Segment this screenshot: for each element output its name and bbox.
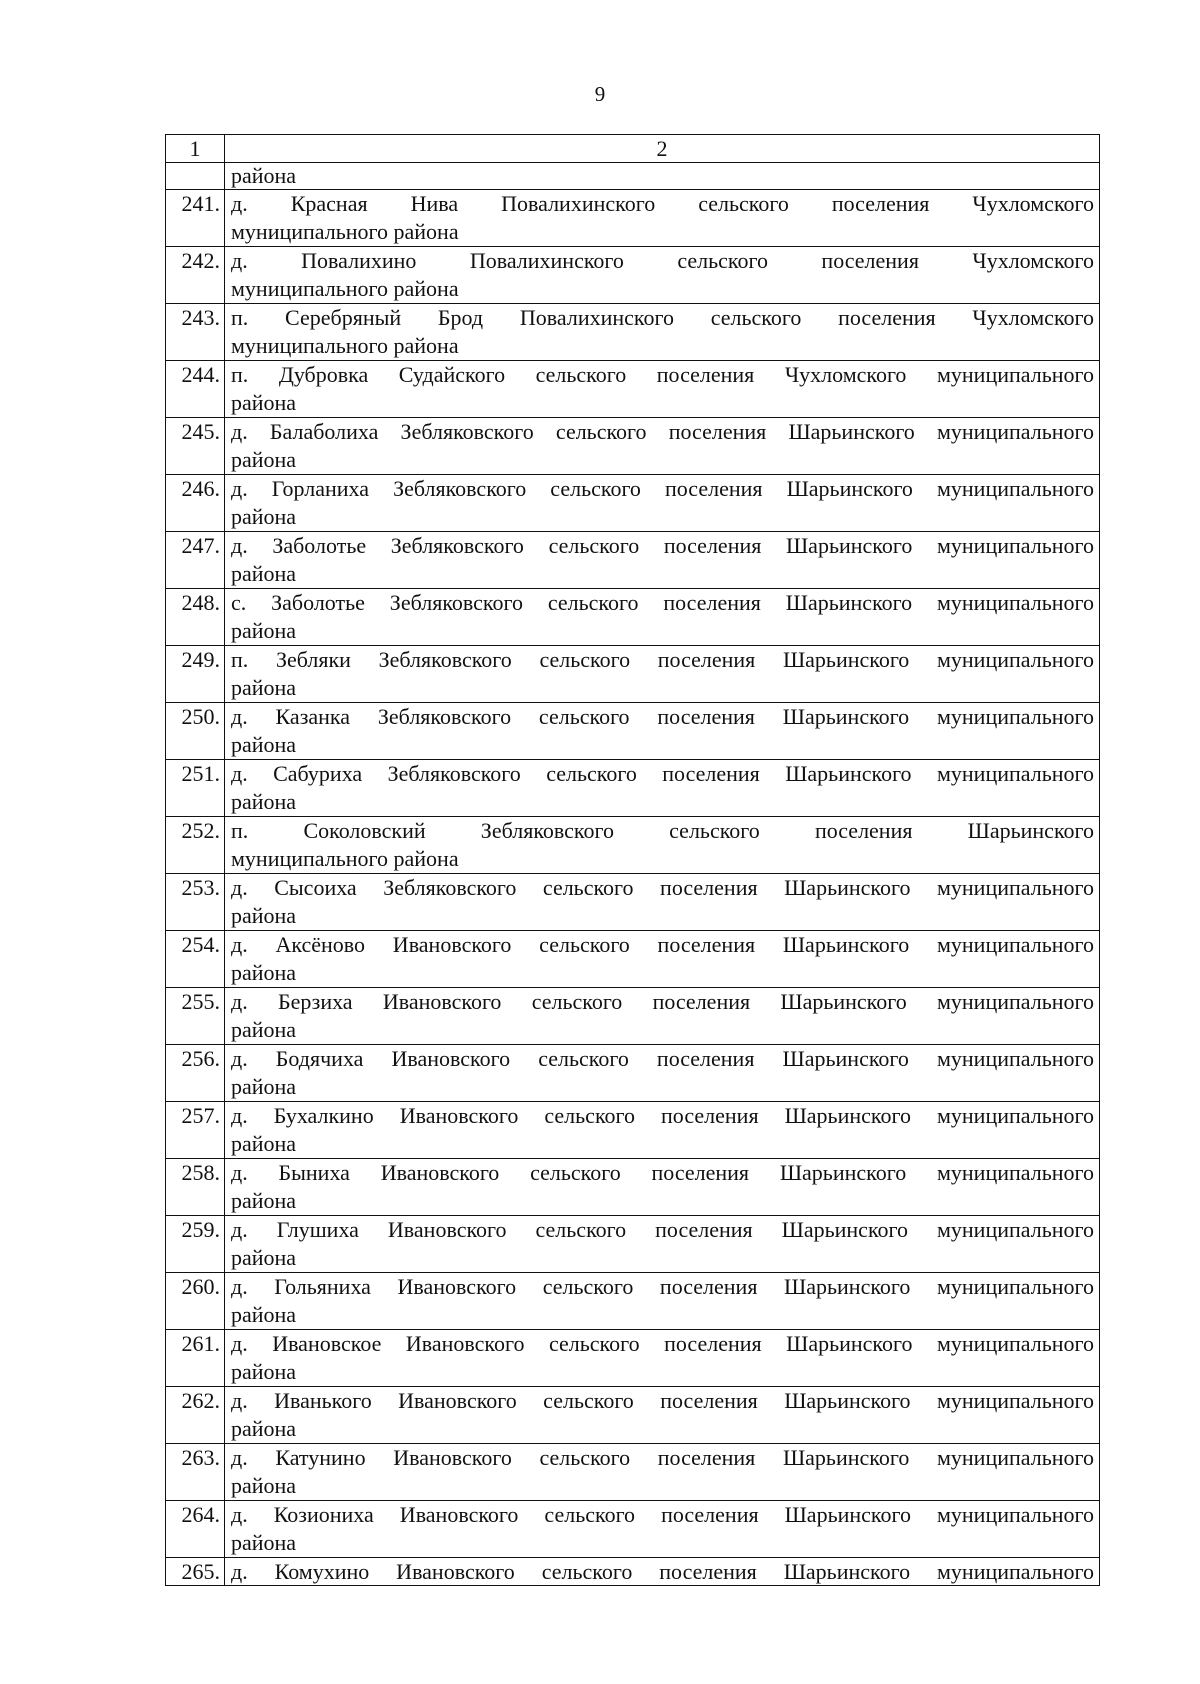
row-text-line-1: д. Козиониха Ивановского сельского поселения Шарьинского муниципального — [231, 1502, 1094, 1527]
row-number-cell: 262. — [166, 1387, 225, 1444]
row-text-line-1: п. Зебляки Зебляковского сельского поселения Шарьинского муниципального — [231, 647, 1094, 672]
row-text-line-1: д. Бухалкино Ивановского сельского поселения Шарьинского муниципального — [231, 1103, 1094, 1128]
row-text-line-1: д. Сабуриха Зебляковского сельского поселения Шарьинского муниципального — [231, 761, 1094, 786]
row-number-cell: 246. — [166, 475, 225, 532]
row-text-line-2: района — [231, 675, 297, 700]
table-row — [166, 589, 1100, 646]
row-text-cell — [225, 247, 1100, 304]
row-text-line-2: района — [231, 1473, 297, 1498]
row-text-cell — [225, 475, 1100, 532]
row-text-line-1: д. Красная Нива Повалихинского сельского поселения Чухломского — [231, 191, 1094, 216]
table-row — [166, 703, 1100, 760]
row-text-line-2: района — [231, 789, 297, 814]
row-text-line-1: п. Дубровка Судайского сельского поселения Чухломского муниципального — [231, 362, 1094, 387]
table-row — [166, 646, 1100, 703]
row-text-line-1: с. Заболотье Зебляковского сельского поселения Шарьинского муниципального — [231, 590, 1094, 615]
row-number-cell: 261. — [166, 1330, 225, 1387]
continuation-number-cell — [166, 163, 225, 190]
row-text-line-1: д. Комухино Ивановского сельского поселения Шарьинского муниципального — [231, 1559, 1094, 1584]
row-number-cell: 258. — [166, 1159, 225, 1216]
continuation-row — [166, 163, 1100, 190]
row-number-cell: 251. — [166, 760, 225, 817]
row-text-cell — [225, 1216, 1100, 1273]
table-row — [166, 988, 1100, 1045]
table-row — [166, 1216, 1100, 1273]
page-number: 9 — [594, 82, 606, 106]
table-row — [166, 874, 1100, 931]
row-text-line-2: муниципального района — [231, 276, 459, 301]
row-text-cell — [225, 646, 1100, 703]
row-text-cell — [225, 703, 1100, 760]
row-number-cell: 255. — [166, 988, 225, 1045]
table-row — [166, 304, 1100, 361]
row-text-cell — [225, 361, 1100, 418]
table-row — [166, 1501, 1100, 1558]
row-text-cell — [225, 1102, 1100, 1159]
row-text-line-1: д. Глушиха Ивановского сельского поселения Шарьинского муниципального — [231, 1217, 1094, 1242]
row-text-line-2: района — [231, 1074, 297, 1099]
row-number-cell: 260. — [166, 1273, 225, 1330]
row-text-line-2: муниципального района — [231, 333, 459, 358]
row-text-cell — [225, 1444, 1100, 1501]
settlements-table — [165, 134, 1100, 1586]
row-text-cell — [225, 874, 1100, 931]
row-text-line-2: района — [231, 1302, 297, 1327]
table-row — [166, 247, 1100, 304]
row-text-cell — [225, 418, 1100, 475]
row-text-line-1: д. Сысоиха Зебляковского сельского поселения Шарьинского муниципального — [231, 875, 1094, 900]
row-number-cell: 257. — [166, 1102, 225, 1159]
row-text-cell — [225, 190, 1100, 247]
row-text-line-1: д. Горланиха Зебляковского сельского поселения Шарьинского муниципального — [231, 476, 1094, 501]
table-row — [166, 1273, 1100, 1330]
row-text-line-2: района — [231, 903, 297, 928]
row-number-cell: 242. — [166, 247, 225, 304]
table-row — [166, 532, 1100, 589]
row-text-line-2: района — [231, 1359, 297, 1384]
continuation-text-cell: района — [225, 163, 1100, 190]
row-text-line-2: района — [231, 561, 297, 586]
row-text-line-2: района — [231, 447, 297, 472]
table-row — [166, 1558, 1100, 1586]
row-text-line-1: д. Берзиха Ивановского сельского поселения Шарьинского муниципального — [231, 989, 1094, 1014]
row-text-cell — [225, 931, 1100, 988]
table-body — [166, 135, 1100, 1586]
row-number-cell: 241. — [166, 190, 225, 247]
row-text-line-2: района — [231, 390, 297, 415]
row-text-line-1: д. Казанка Зебляковского сельского поселения Шарьинского муниципального — [231, 704, 1094, 729]
table-row — [166, 475, 1100, 532]
row-number-cell: 256. — [166, 1045, 225, 1102]
row-text-line-1: д. Гольяниха Ивановского сельского поселения Шарьинского муниципального — [231, 1274, 1094, 1299]
row-text-line-2: района — [231, 504, 297, 529]
row-text-line-1: д. Повалихино Повалихинского сельского поселения Чухломского — [231, 248, 1094, 273]
row-number-cell: 259. — [166, 1216, 225, 1273]
row-number-cell: 250. — [166, 703, 225, 760]
row-text-cell — [225, 817, 1100, 874]
row-text-cell — [225, 1558, 1100, 1586]
row-text-line-1: д. Иванького Ивановского сельского поселения Шарьинского муниципального — [231, 1388, 1094, 1413]
table-row — [166, 190, 1100, 247]
row-number-cell: 254. — [166, 931, 225, 988]
row-text-cell — [225, 988, 1100, 1045]
table-row — [166, 1330, 1100, 1387]
row-text-line-1: п. Серебряный Брод Повалихинского сельского поселения Чухломского — [231, 305, 1094, 330]
row-text-cell — [225, 1045, 1100, 1102]
table-row — [166, 931, 1100, 988]
row-number-cell: 253. — [166, 874, 225, 931]
row-text-line-1: п. Соколовский Зебляковского сельского поселения Шарьинского — [231, 818, 1094, 843]
table-row — [166, 418, 1100, 475]
table-row — [166, 1159, 1100, 1216]
row-number-cell: 245. — [166, 418, 225, 475]
table-header-row — [166, 135, 1100, 163]
row-text-line-2: района — [231, 1416, 297, 1441]
table-row — [166, 817, 1100, 874]
row-number-cell: 243. — [166, 304, 225, 361]
row-number-cell: 244. — [166, 361, 225, 418]
row-text-line-1: д. Аксёново Ивановского сельского поселения Шарьинского муниципального — [231, 932, 1094, 957]
row-number-cell: 247. — [166, 532, 225, 589]
row-text-line-2: района — [231, 1131, 297, 1156]
row-text-line-2: района — [231, 1245, 297, 1270]
column-header-1: 1 — [166, 135, 225, 163]
column-header-2: 2 — [225, 135, 1100, 163]
row-text-cell — [225, 532, 1100, 589]
row-text-line-1: д. Быниха Ивановского сельского поселения Шарьинского муниципального — [231, 1160, 1094, 1185]
row-text-line-1: д. Балаболиха Зебляковского сельского поселения Шарьинского муниципального — [231, 419, 1094, 444]
row-text-cell — [225, 1159, 1100, 1216]
row-text-line-2: района — [231, 960, 297, 985]
row-text-line-1: д. Ивановское Ивановского сельского поселения Шарьинского муниципального — [231, 1331, 1094, 1356]
row-text-line-2: района — [231, 732, 297, 757]
row-text-cell — [225, 1273, 1100, 1330]
row-number-cell: 264. — [166, 1501, 225, 1558]
row-text-cell — [225, 589, 1100, 646]
table-row — [166, 1102, 1100, 1159]
row-text-line-1: д. Заболотье Зебляковского сельского поселения Шарьинского муниципального — [231, 533, 1094, 558]
row-text-cell — [225, 1501, 1100, 1558]
table-row — [166, 361, 1100, 418]
row-number-cell: 248. — [166, 589, 225, 646]
row-number-cell: 263. — [166, 1444, 225, 1501]
table-row — [166, 760, 1100, 817]
row-text-cell — [225, 1330, 1100, 1387]
row-text-cell — [225, 1387, 1100, 1444]
row-text-line-2: муниципального района — [231, 846, 459, 871]
row-text-line-2: района — [231, 1017, 297, 1042]
row-text-line-2: района — [231, 1188, 297, 1213]
row-number-cell: 265. — [166, 1558, 225, 1586]
row-number-cell: 252. — [166, 817, 225, 874]
table-row — [166, 1387, 1100, 1444]
row-text-cell — [225, 760, 1100, 817]
row-text-line-2: района — [231, 618, 297, 643]
table-row — [166, 1045, 1100, 1102]
row-text-line-2: муниципального района — [231, 219, 459, 244]
row-text-cell — [225, 304, 1100, 361]
row-text-line-1: д. Бодячиха Ивановского сельского поселения Шарьинского муниципального — [231, 1046, 1094, 1071]
table-row — [166, 1444, 1100, 1501]
row-text-line-2: района — [231, 1530, 297, 1555]
row-number-cell: 249. — [166, 646, 225, 703]
row-text-line-1: д. Катунино Ивановского сельского поселения Шарьинского муниципального — [231, 1445, 1094, 1470]
